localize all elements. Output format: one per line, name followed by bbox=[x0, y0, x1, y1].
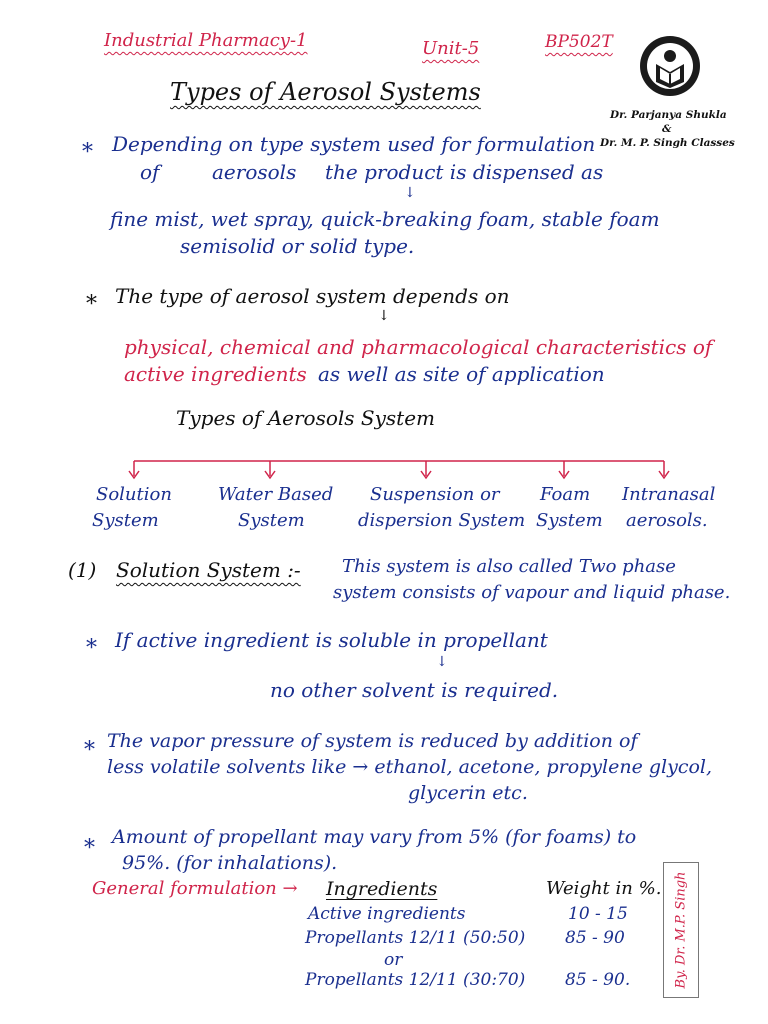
bullet-3: * bbox=[86, 636, 97, 661]
type-suspension-line1: Suspension or bbox=[370, 484, 500, 505]
ingredients-header: Ingredients bbox=[326, 878, 438, 900]
bullet-2: * bbox=[86, 292, 97, 317]
point3-result: no other solvent is required. bbox=[270, 678, 559, 702]
table-row-ingredient: Active ingredients bbox=[308, 904, 466, 924]
signature-stamp bbox=[663, 862, 699, 998]
type-foam-line2: System bbox=[536, 510, 603, 531]
types-heading: Types of Aerosols System bbox=[176, 406, 436, 430]
solution-desc1: This system is also called Two phase bbox=[342, 556, 676, 577]
point1-line2b: aerosols bbox=[212, 160, 297, 184]
weight-header: Weight in %. bbox=[546, 878, 662, 899]
point5-line1: Amount of propellant may vary from 5% (for foams) to bbox=[112, 826, 637, 848]
table-row-or: or bbox=[384, 950, 403, 970]
logo-ampersand: & bbox=[662, 123, 672, 135]
point1-line2c: the product is dispensed as bbox=[325, 160, 604, 184]
type-intranasal-line1: Intranasal bbox=[622, 484, 716, 505]
bullet-1: * bbox=[82, 140, 93, 165]
point2-result2a: active ingredients bbox=[124, 362, 307, 386]
table-row-weight: 85 - 90. bbox=[565, 970, 631, 990]
table-row-weight: 85 - 90 bbox=[565, 928, 625, 948]
unit-label: Unit-5 bbox=[422, 38, 480, 59]
table-row-weight: 10 - 15 bbox=[568, 904, 628, 924]
point1-result1: fine mist, wet spray, quick-breaking foam, stable foam bbox=[110, 207, 660, 231]
subject-title: Industrial Pharmacy-1 bbox=[104, 30, 308, 51]
type-foam-line1: Foam bbox=[540, 484, 591, 505]
types-tree-connector bbox=[0, 0, 768, 490]
type-water-line2: System bbox=[238, 510, 305, 531]
point2-result1: physical, chemical and pharmacological characteristics of bbox=[124, 335, 713, 359]
point1-line2a: of bbox=[140, 160, 160, 184]
down-arrow-icon: ↓ bbox=[378, 308, 390, 324]
type-solution-line1: Solution bbox=[96, 484, 172, 505]
page-title: Types of Aerosol Systems bbox=[170, 78, 481, 106]
point3-line1: If active ingredient is soluble in propellant bbox=[115, 628, 548, 652]
point2-line1: The type of aerosol system depends on bbox=[115, 284, 510, 308]
bullet-5: * bbox=[84, 836, 95, 861]
type-water-line1: Water Based bbox=[218, 484, 334, 505]
point4-line3: glycerin etc. bbox=[408, 782, 528, 804]
down-arrow-icon: ↓ bbox=[404, 185, 416, 201]
point1-result2: semisolid or solid type. bbox=[180, 234, 415, 258]
type-suspension-line2: dispersion System bbox=[358, 510, 526, 531]
course-code: BP502T bbox=[545, 32, 613, 52]
table-row-ingredient: Propellants 12/11 (30:70) bbox=[305, 970, 526, 990]
point1-line1: Depending on type system used for formulation bbox=[112, 132, 596, 156]
type-solution-line2: System bbox=[92, 510, 159, 531]
solution-desc2: system consists of vapour and liquid phase. bbox=[333, 582, 731, 603]
down-arrow-icon: ↓ bbox=[436, 654, 448, 670]
point2-result2b: as well as site of application bbox=[318, 362, 605, 386]
point5-line2: 95%. (for inhalations). bbox=[122, 852, 338, 874]
bullet-4: * bbox=[84, 738, 95, 763]
signature-text: By. Dr. M.P. Singh bbox=[673, 871, 689, 989]
point4-line2: less volatile solvents like → ethanol, acetone, propylene glycol, bbox=[107, 756, 713, 778]
section-number: (1) bbox=[68, 558, 97, 582]
formulation-label: General formulation → bbox=[92, 878, 298, 899]
type-intranasal-line2: aerosols. bbox=[626, 510, 708, 531]
point4-line1: The vapor pressure of system is reduced by addition of bbox=[107, 730, 638, 752]
logo-name-2: Dr. M. P. Singh Classes bbox=[600, 137, 735, 149]
solution-heading: Solution System :- bbox=[116, 558, 301, 582]
logo-name-1: Dr. Parjanya Shukla bbox=[610, 109, 727, 121]
table-row-ingredient: Propellants 12/11 (50:50) bbox=[305, 928, 526, 948]
